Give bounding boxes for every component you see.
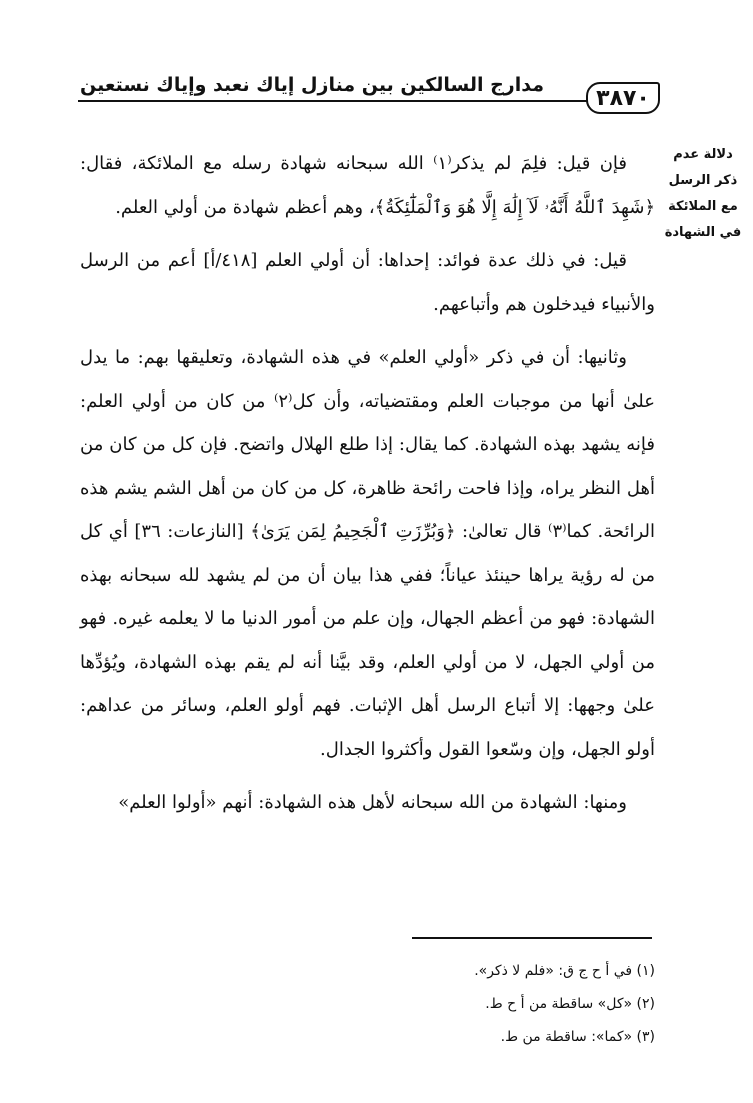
footnote-2: (٢) «كل» ساقطة من أ ح ط. — [485, 996, 655, 1012]
header-rule — [78, 100, 588, 102]
paragraph-2: قيل: في ذلك عدة فوائد: إحداها: أن أولي العلم [٤١٨/أ] أعم من الرسل والأنبياء فيدخلون هم وأتباعهم. — [80, 250, 655, 315]
running-header-title: مدارج السالكين بين منازل إياك نعبد وإياك نستعين — [80, 74, 544, 96]
paragraph-4: ومنها: الشهادة من الله سبحانه لأهل هذه الشهادة: أنهم «أولوا العلم» — [118, 792, 627, 813]
page-number: ٣٨٧٠ — [586, 82, 660, 114]
footnote-1: (١) في أ ح ج ق: «فلم لا ذكر». — [474, 963, 655, 979]
footnote-rule — [412, 937, 652, 939]
paragraph-1: فإن قيل: فلِمَ لم يذكر⁽١⁾ الله سبحانه شهادة رسله مع الملائكة، فقال: ﴿شَهِدَ ٱللَّهُ أَنَّهُۥ لَآ إِلَٰهَ إِلَّا هُوَ وَٱلْمَلَٰٓئِكَةُ﴾، وهم أعظم شهادة من أولي العلم. — [80, 153, 655, 218]
main-text-body — [80, 142, 655, 835]
paragraph-3: وثانيها: أن في ذكر «أولي العلم» في هذه الشهادة، وتعليقها بهم: ما يدل علىٰ أنها من موجبات العلم ومقتضياته، وأن كل⁽٢⁾ من كان من أولي العلم: فإنه يشهد بهذه الشهادة. كما يقال: إذا طلع الهلال واتضح. فإن كل من كان من أهل النظر يراه، وإذا فاحت رائحة ظاهرة، كل من كان من أهل الشم يشم هذه الرائحة. كما⁽٣⁾ قال تعالىٰ: ﴿وَبُرِّزَتِ ٱلْجَحِيمُ لِمَن يَرَىٰ﴾ [النازعات: ٣٦] أي كل من له رؤية يراها حينئذ عياناً؛ ففي هذا بيان أن من لم يشهد لله سبحانه بهذه الشهادة: فهو من أعظم الجهال، وإن علم من أمور الدنيا ما لا يعلمه غيره. فهو من أولي الجهل، لا من أولي العلم، وقد بيَّنا أنه لم يقم بهذه الشهادة، ويُؤدِّها علىٰ وجهها: إلا أتباع الرسل أهل الإثبات. فهم أولو العلم، وسائر من عداهم: أولو الجهل، وإن وسّعوا القول وأكثروا الجدال. — [80, 347, 656, 760]
margin-side-note: دلالة عدم ذكر الرسل مع الملائكة في الشهادة — [664, 147, 742, 240]
footnotes — [300, 955, 655, 1054]
footnote-3: (٣) «كما»: ساقطة من ط. — [500, 1029, 655, 1045]
